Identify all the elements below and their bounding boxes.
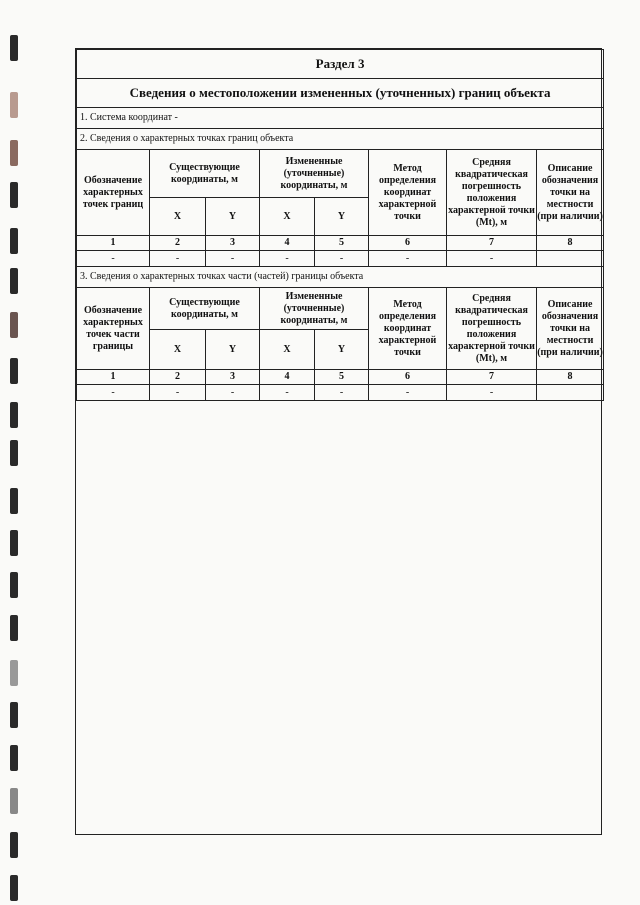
binding-holes (10, 0, 24, 905)
p3-changed-x: X (260, 330, 315, 370)
document-frame (75, 48, 602, 835)
p3-col-designation: Обозначение характерных точек части границы (77, 288, 150, 370)
p3-num: 8 (537, 370, 604, 385)
p3-cell: - (315, 385, 369, 401)
p3-col-changed: Измененные (уточненные) координаты, м (260, 288, 369, 330)
p3-num: 4 (260, 370, 315, 385)
p2-num: 5 (315, 236, 369, 251)
part3-title: 3. Сведения о характерных точках части (частей) границы объекта (77, 267, 604, 288)
p2-num: 1 (77, 236, 150, 251)
p3-num: 1 (77, 370, 150, 385)
p3-num: 2 (150, 370, 206, 385)
p3-cell: - (206, 385, 260, 401)
p2-cell: - (315, 251, 369, 267)
p2-num: 6 (369, 236, 447, 251)
p2-changed-y: Y (315, 198, 369, 236)
p2-num: 2 (150, 236, 206, 251)
p3-cell: - (77, 385, 150, 401)
p3-num: 6 (369, 370, 447, 385)
p2-col-error: Средняя квадратическая погрешность положения характерной точки (Mt), м (447, 150, 537, 236)
p2-cell: - (447, 251, 537, 267)
p3-cell: - (260, 385, 315, 401)
p3-num: 7 (447, 370, 537, 385)
p2-changed-x: X (260, 198, 315, 236)
p2-num: 3 (206, 236, 260, 251)
p2-num: 7 (447, 236, 537, 251)
p3-cell (537, 385, 604, 401)
p2-cell: - (260, 251, 315, 267)
p3-cell: - (150, 385, 206, 401)
p2-num: 8 (537, 236, 604, 251)
p3-col-method: Метод определения координат характерной точки (369, 288, 447, 370)
section-heading: Сведения о местоположении измененных (уточненных) границ объекта (77, 79, 604, 108)
p3-existing-x: X (150, 330, 206, 370)
p3-col-description: Описание обозначения точки на местности (при наличии) (537, 288, 604, 370)
p3-col-error: Средняя квадратическая погрешность положения характерной точки (Mt), м (447, 288, 537, 370)
p3-existing-y: Y (206, 330, 260, 370)
p2-num: 4 (260, 236, 315, 251)
section-title: Раздел 3 (77, 50, 604, 79)
coord-system: 1. Система координат - (77, 108, 604, 129)
p2-cell: - (150, 251, 206, 267)
p2-cell: - (206, 251, 260, 267)
p3-num: 5 (315, 370, 369, 385)
p3-col-existing: Существующие координаты, м (150, 288, 260, 330)
p2-col-description: Описание обозначения точки на местности (при наличии) (537, 150, 604, 236)
p2-existing-x: X (150, 198, 206, 236)
section-table (76, 49, 604, 401)
p3-cell: - (369, 385, 447, 401)
p2-col-designation: Обозначение характерных точек границ (77, 150, 150, 236)
p2-cell: - (77, 251, 150, 267)
p3-num: 3 (206, 370, 260, 385)
p3-changed-y: Y (315, 330, 369, 370)
p2-cell: - (369, 251, 447, 267)
p2-col-changed: Измененные (уточненные) координаты, м (260, 150, 369, 198)
p2-col-method: Метод определения координат характерной точки (369, 150, 447, 236)
p3-cell: - (447, 385, 537, 401)
part2-title: 2. Сведения о характерных точках границ объекта (77, 129, 604, 150)
p2-cell (537, 251, 604, 267)
p2-col-existing: Существующие координаты, м (150, 150, 260, 198)
p2-existing-y: Y (206, 198, 260, 236)
